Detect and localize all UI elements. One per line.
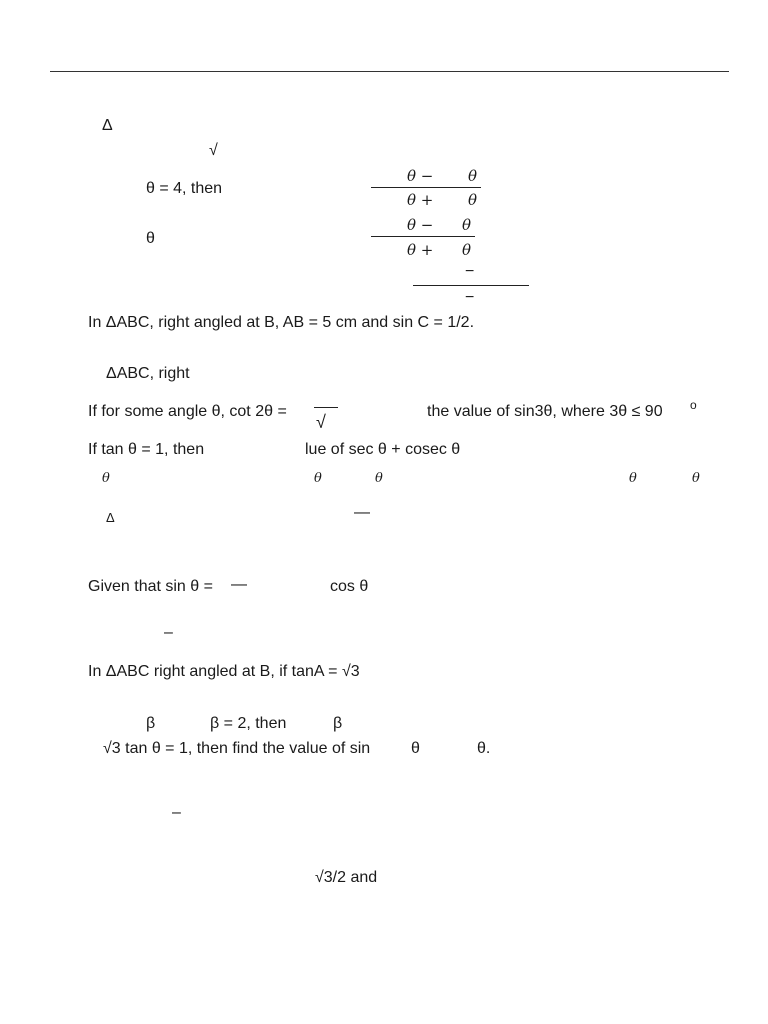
question-text: In ΔABC, right angled at B, AB = 5 cm and sin C = 1/2. [88,314,475,331]
question-text: cos θ [330,578,369,595]
fraction-bar [371,187,481,188]
question-text: β = 2, then [210,715,287,732]
fraction-bar [314,407,338,408]
fraction-numerator: − [465,263,475,280]
question-text: If tan θ = 1, then [88,441,205,458]
question-text: θ = 4, then [146,180,223,197]
theta-symbol: θ [314,471,322,486]
question-text: the value of sin3θ, where 3θ ≤ 90 [427,403,663,420]
fraction-dash: — [354,504,370,521]
theta-symbol: θ [375,471,383,486]
sqrt-symbol: √ [316,412,326,432]
question-text: lue of sec θ + cosec θ [305,441,461,458]
fraction-numerator: θ − [407,167,434,185]
fraction-dash: – [172,804,181,821]
fraction-dash: – [164,624,173,641]
fraction-numerator: θ − [407,216,434,234]
beta-symbol: β [333,715,343,732]
fraction-numerator: θ [468,167,478,185]
sqrt-symbol: √ [209,142,218,159]
question-text: √3/2 and [315,869,378,886]
delta-symbol: Δ [106,510,115,525]
fraction-numerator: θ [462,216,472,234]
theta-symbol: θ [629,471,637,486]
theta-symbol: θ [692,471,700,486]
theta-symbol: θ [102,471,110,486]
fraction-denominator: − [465,289,475,306]
question-text: Given that sin θ = [88,578,213,595]
delta-symbol: Δ [102,117,113,134]
theta-symbol: θ. [477,740,491,757]
question-text: In ΔABC right angled at B, if tanA = √3 [88,663,360,680]
fraction-denominator: θ + [407,191,434,209]
fraction-dash: — [231,576,247,593]
question-text: ΔABC, right [106,365,190,382]
fraction-denominator: θ [462,241,472,259]
fraction-bar [371,236,475,237]
fraction-denominator: θ [468,191,478,209]
theta-symbol: θ [411,740,420,757]
fraction-denominator: θ + [407,241,434,259]
theta-symbol: θ [146,230,155,247]
header-rule [50,71,729,72]
beta-symbol: β [146,715,156,732]
degree-superscript: o [690,398,697,412]
question-text: If for some angle θ, cot 2θ = [88,403,287,420]
question-text: √3 tan θ = 1, then find the value of sin [103,740,371,757]
fraction-bar [413,285,529,286]
